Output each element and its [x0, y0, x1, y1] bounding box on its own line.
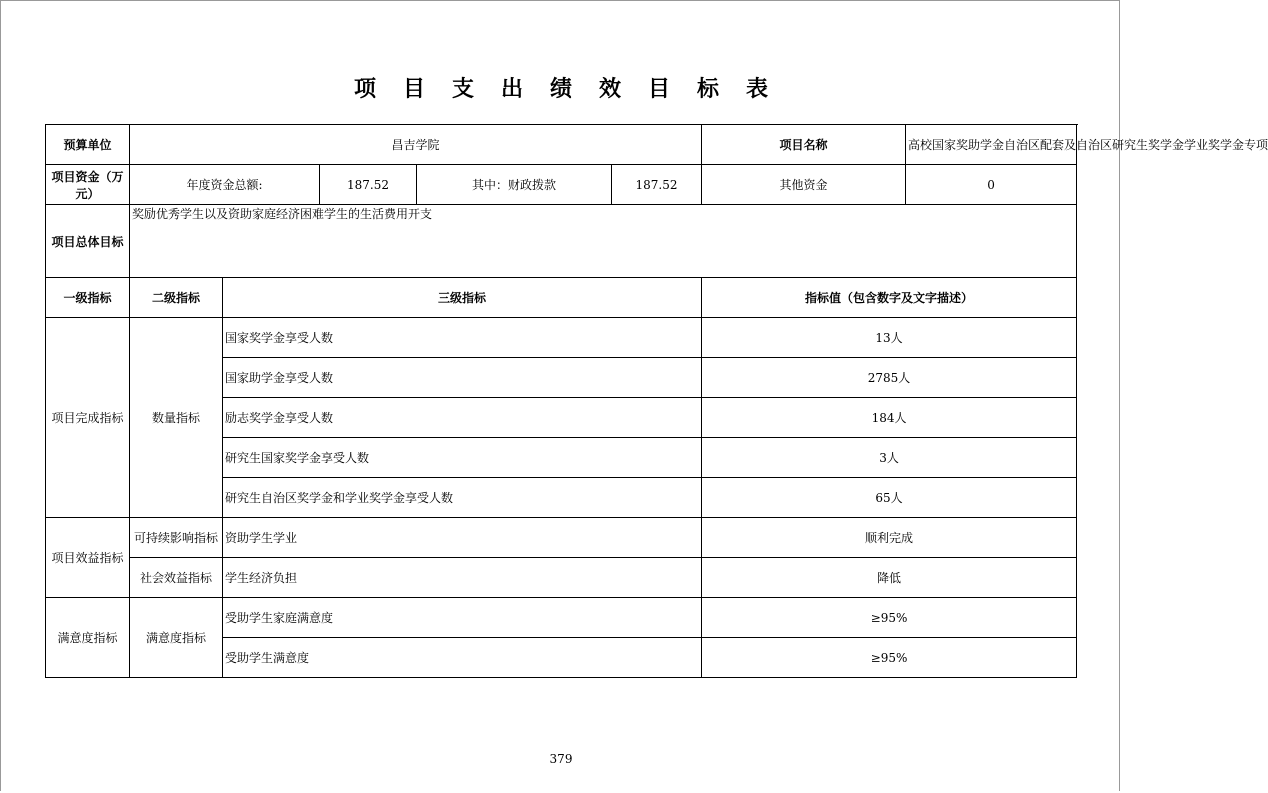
indicator-value: 3人 — [702, 438, 1077, 478]
budget-unit-label: 预算单位 — [46, 125, 130, 165]
sustainable-indicator-label: 可持续影响指标 — [130, 518, 223, 558]
benefit-indicator-label: 项目效益指标 — [46, 518, 130, 598]
funds-other-value: 0 — [906, 165, 1077, 205]
column-header-level3: 三级指标 — [223, 278, 702, 318]
table-row — [46, 598, 1077, 638]
funds-fiscal-value: 187.52 — [612, 165, 702, 205]
table-row — [46, 518, 1077, 558]
performance-target-table — [45, 124, 1268, 678]
indicator-name: 资助学生学业 — [223, 518, 702, 558]
funds-total-value: 187.52 — [320, 165, 417, 205]
column-header-row — [46, 278, 1077, 318]
indicator-value: ≥95% — [702, 598, 1077, 638]
budget-unit-value: 昌吉学院 — [130, 125, 702, 165]
goal-row — [46, 205, 1077, 278]
table-row — [46, 318, 1077, 358]
table-row — [46, 558, 1077, 598]
goal-label: 项目总体目标 — [46, 205, 130, 278]
completion-indicator-label: 项目完成指标 — [46, 318, 130, 518]
indicator-value: 2785人 — [702, 358, 1077, 398]
project-name-value: 高校国家奖助学金自治区配套及自治区研究生奖学金学业奖学金专项 — [906, 125, 1077, 165]
funds-fiscal-label: 其中：财政拨款 — [417, 165, 612, 205]
quantity-indicator-label: 数量指标 — [130, 318, 223, 518]
satisfaction-sub-indicator-label: 满意度指标 — [130, 598, 223, 678]
indicator-name: 研究生自治区奖学金和学业奖学金享受人数 — [223, 478, 702, 518]
indicator-name: 学生经济负担 — [223, 558, 702, 598]
funds-label: 项目资金（万元） — [46, 165, 130, 205]
indicator-value: 184人 — [702, 398, 1077, 438]
indicator-value: 13人 — [702, 318, 1077, 358]
indicator-value: ≥95% — [702, 638, 1077, 678]
social-indicator-label: 社会效益指标 — [130, 558, 223, 598]
page-number: 379 — [549, 752, 573, 766]
column-header-value: 指标值（包含数字及文字描述） — [702, 278, 1077, 318]
indicator-value: 降低 — [702, 558, 1077, 598]
budget-unit-row — [46, 125, 1077, 165]
indicator-name: 受助学生家庭满意度 — [223, 598, 702, 638]
indicator-name: 受助学生满意度 — [223, 638, 702, 678]
funds-total-label: 年度资金总额: — [130, 165, 320, 205]
goal-text: 奖励优秀学生以及资助家庭经济困难学生的生活费用开支 — [130, 205, 1077, 278]
indicator-name: 国家奖学金享受人数 — [223, 318, 702, 358]
indicator-value: 顺利完成 — [702, 518, 1077, 558]
indicator-name: 励志奖学金享受人数 — [223, 398, 702, 438]
funds-other-label: 其他资金 — [702, 165, 906, 205]
project-name-label: 项目名称 — [702, 125, 906, 165]
column-header-level2: 二级指标 — [130, 278, 223, 318]
satisfaction-indicator-label: 满意度指标 — [46, 598, 130, 678]
indicator-name: 国家助学金享受人数 — [223, 358, 702, 398]
page-title: 项目支出绩效目标表 — [353, 77, 795, 102]
funds-row — [46, 165, 1077, 205]
indicator-value: 65人 — [702, 478, 1077, 518]
column-header-level1: 一级指标 — [46, 278, 130, 318]
indicator-name: 研究生国家奖学金享受人数 — [223, 438, 702, 478]
